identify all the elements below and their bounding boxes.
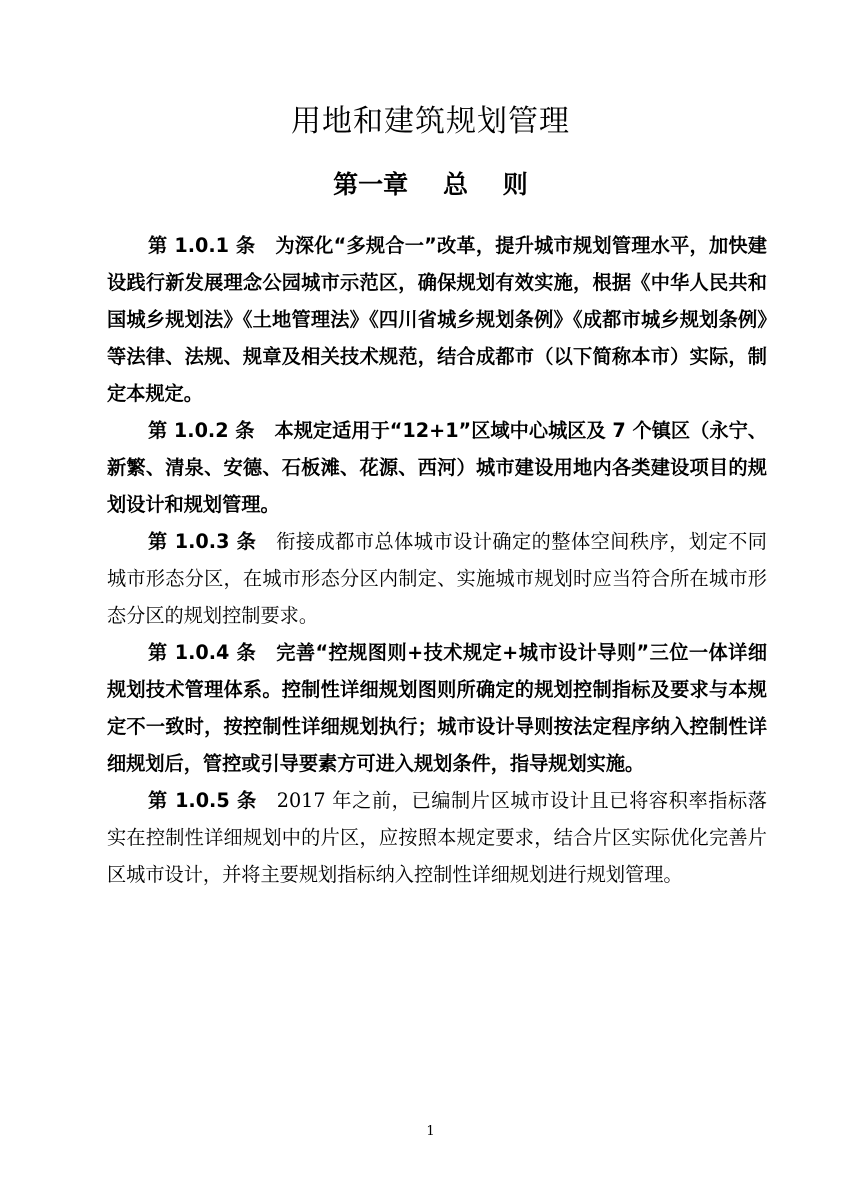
article-number: 第 1.0.3 条 [148, 530, 257, 553]
article-text: 2017 年之前，已编制片区城市设计且已将容积率指标落实在控制性详细规划中的片区，应按照本规定要求，结合片区实际优化完善片区城市设计，并将主要规划指标纳入控制性详细规划进行规划管理。 [107, 789, 767, 886]
page-title: 用地和建筑规划管理 [291, 104, 570, 139]
article-number: 第 1.0.1 条 [148, 234, 256, 257]
chapter-title: 第一章 总 则 [333, 170, 528, 199]
article-list [107, 227, 767, 893]
article-number: 第 1.0.4 条 [148, 641, 257, 664]
article-1-0-4 [107, 634, 767, 782]
article-text: 完善“控规图则+技术规定+城市设计导则”三位一体详细规划技术管理体系。控制性详细规划图则所确定的规划控制指标及要求与本规定不一致时，按控制性详细规划执行；城市设计导则按法定程序纳入控制性详细规划后，管控或引导要素方可进入规划条件，指导规划实施。 [107, 641, 768, 775]
article-number: 第 1.0.2 条 [148, 419, 255, 442]
article-text: 本规定适用于“12+1”区域中心城区及 7 个镇区（永宁、新繁、清泉、安德、石板滩、花源、西河）城市建设用地内各类建设项目的规划设计和规划管理。 [107, 419, 767, 516]
article-text: 为深化“多规合一”改革，提升城市规划管理水平，加快建设践行新发展理念公园城市示范区，确保规划有效实施，根据《中华人民共和国城乡规划法》《土地管理法》《四川省城乡规划条例》《成都市城乡规划条例》等法律、法规、规章及相关技术规范，结合成都市（以下简称本市）实际，制定本规定。 [107, 234, 767, 405]
article-1-0-2 [107, 412, 767, 523]
article-1-0-1 [107, 227, 767, 412]
article-1-0-5 [107, 782, 767, 893]
article-1-0-3 [107, 523, 767, 634]
article-text: 衔接成都市总体城市设计确定的整体空间秩序，划定不同城市形态分区，在城市形态分区内制定、实施城市规划时应当符合所在城市形态分区的规划控制要求。 [107, 530, 767, 627]
page-number: 1 [426, 1124, 435, 1139]
article-number: 第 1.0.5 条 [148, 789, 257, 812]
